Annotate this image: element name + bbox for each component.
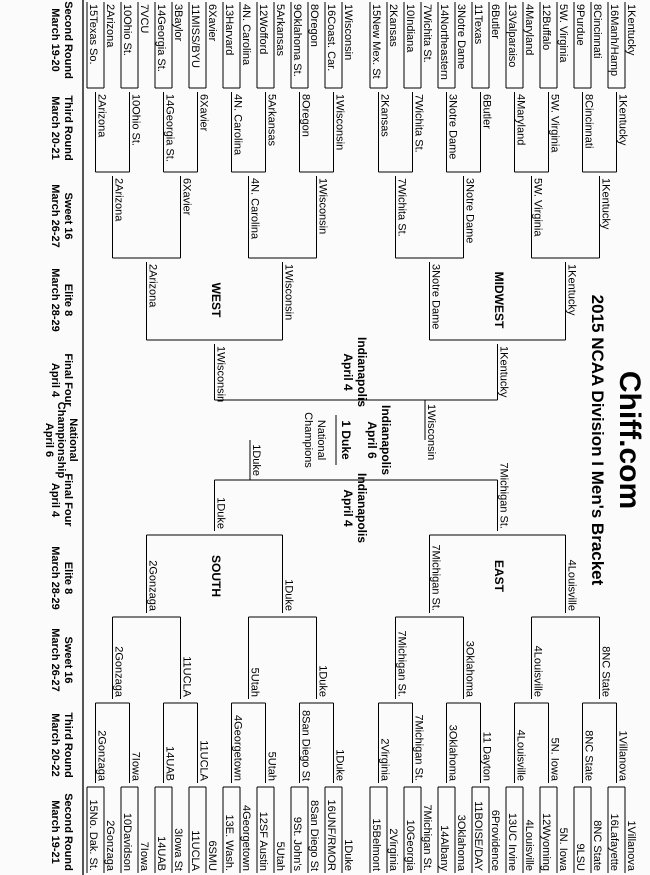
east-round1-team: 10Georgia (404, 819, 416, 871)
midwest-round1-team: 9Purdue (574, 4, 586, 46)
round-label: Third Round (62, 95, 74, 161)
south-round1-team: 15No. Dak. St. (87, 799, 99, 871)
round-label: Final Four (62, 353, 74, 407)
west-round1-team: 1Wisconsin (342, 4, 354, 61)
east-round2-team: 11 Dayton (480, 731, 493, 781)
midwest-round1-team: 15New Mex. St (370, 4, 382, 79)
east-round1-team: 4Louisville (523, 819, 535, 871)
champion-label: National (315, 419, 327, 461)
south-round5-team: 1Duke (214, 497, 227, 529)
page-title: 2015 NCAA Division I Men's Bracket (588, 294, 607, 586)
east-round2-team: 7Michigan St. (412, 714, 425, 781)
finalist-right: 1Duke (250, 444, 262, 476)
midwest-round3-team: 3Notre Dame (463, 178, 476, 244)
east-round1-team: 12Wyoming (540, 813, 552, 871)
midwest-round1-team: 3Notre Dame (455, 4, 467, 70)
south-round1-team: 2Gonzaga (104, 820, 116, 871)
east-round4-team: 4Louisville (565, 559, 578, 611)
midwest-round2-team: 6Butler (480, 94, 493, 129)
round-label: March 20-21 (49, 96, 61, 160)
semis-date-left: April 4 (341, 353, 355, 391)
west-round2-team: 6Xavier (197, 94, 210, 132)
east-round4-team: 7Michigan St. (429, 544, 442, 611)
south-round1-team: 12SF Austin (257, 811, 269, 871)
west-round2-team: 5Arkansas (265, 94, 278, 146)
round-label: Final Four (62, 473, 74, 527)
midwest-round1-team: 5W. Virginia (557, 4, 569, 63)
west-round1-team: 9Oklahoma St. (291, 4, 303, 77)
site-logo: Chiff.com (613, 370, 646, 510)
west-round5-team: 1Wisconsin (214, 346, 227, 403)
west-round2-team: 4N. Carolina (231, 94, 244, 156)
east-round1-team: 16Lafayette (608, 813, 620, 871)
semis-venue-right: Indianapolis (355, 472, 369, 544)
round-label: March 28-29 (49, 268, 61, 332)
west-round1-team: 14Georgia St. (155, 4, 167, 72)
midwest-round4-team: 1Kentucky (565, 264, 578, 316)
round-label: Sweet 16 (62, 192, 74, 240)
round-label: Second Round (62, 1, 74, 79)
midwest-round3-team: 5W. Virginia (531, 178, 544, 237)
region-label-south: SOUTH (209, 555, 223, 597)
east-round1-team: 6Providence (489, 809, 501, 871)
round-label: March 20-22 (49, 713, 61, 777)
west-round1-team: 3Baylor (172, 4, 184, 42)
east-round2-team: 2Virginia (378, 738, 391, 781)
final-date: April 6 (365, 421, 379, 459)
west-round1-team: 12Wofford (257, 4, 269, 55)
south-round2-team: 8San Diego St (299, 710, 312, 781)
midwest-round1-team: 2Kansas (387, 4, 399, 47)
midwest-round1-team: 4Maryland (523, 4, 535, 56)
west-round1-team: 8Oregon (308, 4, 320, 47)
west-round1-team: 5Arkansas (274, 4, 286, 56)
west-round4-team: 1Wisconsin (282, 264, 295, 321)
south-round2-team: 5Utah (265, 751, 278, 781)
round-label: March 26-27 (49, 184, 61, 248)
semis-venue-left: Indianapolis (355, 336, 369, 408)
west-round4-team: 2Arizona (146, 264, 159, 308)
midwest-round2-team: 5W. Virginia (548, 94, 561, 153)
midwest-round2-team: 8Cincinnati (582, 94, 595, 149)
champion-team: 1 Duke (339, 420, 353, 460)
east-round3-team: 8NC State (599, 646, 612, 697)
east-round2-team: 5N. Iowa (548, 737, 561, 781)
east-round1-team: 11BOISE/DAY (472, 801, 484, 871)
south-round2-team: 11UCLA (197, 740, 210, 781)
midwest-round1-team: 10Indiana (404, 4, 416, 53)
midwest-round2-team: 2Kansas (378, 94, 391, 137)
midwest-round2-team: 3Notre Dame (446, 94, 459, 160)
west-round2-team: 8Oregon (299, 94, 312, 137)
midwest-round1-team: 16Manh/Hamp (608, 4, 620, 77)
east-round2-team: 3Oklahoma (446, 724, 459, 781)
midwest-round4-team: 3Notre Dame (429, 264, 442, 330)
south-round3-team: 1Duke (316, 665, 329, 697)
west-round1-team: 11MISS/BYU (189, 4, 201, 68)
west-round2-team: 2Arizona (95, 94, 108, 138)
east-round1-team: 13UC Irvine (506, 812, 518, 871)
midwest-round1-team: 8Cincinnati (591, 4, 603, 59)
south-round1-team: 1Duke (342, 839, 354, 871)
round-label: Elite 8 (62, 283, 74, 317)
round-label: Championship (55, 401, 67, 479)
round-label: Elite 8 (62, 561, 74, 595)
champion-label: Champions (302, 412, 314, 468)
round-label: March 19-20 (49, 8, 61, 72)
east-round2-team: 1Villanova (616, 730, 629, 781)
south-round1-team: 11UCLA (189, 830, 201, 871)
west-round1-team: 7VCU (138, 4, 150, 34)
midwest-round1-team: 6Butler (489, 4, 501, 39)
south-round1-team: 9St. John's (291, 816, 303, 871)
east-round1-team: 2Virginia (387, 828, 399, 871)
round-label: March 19-21 (49, 800, 61, 864)
west-round3-team: 6Xavier (180, 178, 193, 216)
round-label: April 4 (49, 362, 61, 398)
south-round1-team: 10Davidson (121, 812, 133, 871)
east-round1-team: 14Albany (438, 825, 450, 871)
south-round1-team: 8San Diego St (308, 800, 320, 871)
south-round1-team: 5Utah (274, 841, 286, 871)
south-round1-team: 7Iowa (138, 841, 150, 871)
semis-date-right: April 4 (341, 489, 355, 527)
south-round2-team: 1Duke (333, 749, 346, 781)
south-round4-team: 2Gonzaga (146, 560, 159, 611)
midwest-round2-team: 4Maryland (514, 94, 527, 146)
west-round1-team: 6Xavier (206, 4, 218, 42)
west-round1-team: 10Ohio St. (121, 4, 133, 56)
midwest-round2-team: 7Wichita St. (412, 94, 425, 153)
south-round2-team: 4Georgetown (231, 714, 244, 781)
south-round3-team: 11UCLA (180, 656, 193, 697)
east-round1-team: 15Belmont (370, 818, 382, 871)
east-round3-team: 4Louisville (531, 645, 544, 697)
round-label: Third Round (62, 712, 74, 778)
west-round3-team: 2Arizona (112, 178, 125, 222)
midwest-round1-team: 7Wichita St. (421, 4, 433, 63)
west-round2-team: 10Ohio St. (129, 94, 142, 146)
west-round1-team: 4N. Carolina (240, 4, 252, 66)
region-label-east: EAST (492, 559, 506, 593)
midwest-round3-team: 7Wichita St. (395, 178, 408, 237)
midwest-round1-team: 14Northeastern (438, 4, 450, 80)
midwest-round1-team: 12Buffalo (540, 4, 552, 51)
west-round2-team: 1Wisconsin (333, 94, 346, 151)
east-round3-team: 7Michigan St. (395, 630, 408, 697)
round-label: March 28-29 (49, 546, 61, 610)
midwest-round2-team: 1Kentucky (616, 94, 629, 146)
midwest-round3-team: 1Kentucky (599, 178, 612, 230)
round-label: April 4 (49, 482, 61, 518)
final-venue: Indianapolis (379, 404, 393, 476)
round-label: April 6 (43, 422, 55, 458)
south-round1-team: 14UAB (155, 836, 167, 871)
west-round1-team: 15Texas So. (87, 4, 99, 65)
east-round2-team: 8NC State (582, 730, 595, 781)
east-round3-team: 3Oklahoma (463, 640, 476, 697)
round-label: March 26-27 (49, 628, 61, 692)
south-round1-team: 6SMU (206, 840, 218, 871)
south-round1-team: 4Georgetown (240, 804, 252, 871)
south-round1-team: 16UNF/RMOR (325, 799, 337, 871)
east-round1-team: 7Michigan St. (421, 804, 433, 871)
midwest-round1-team: 13Valparaiso (506, 4, 518, 68)
south-round1-team: 13E. Wash. (223, 814, 235, 871)
south-round2-team: 14UAB (163, 746, 176, 781)
midwest-round5-team: 1Kentucky (497, 346, 510, 398)
east-round2-team: 4Louisville (514, 729, 527, 781)
east-round1-team: 9LSU (574, 843, 586, 871)
south-round2-team: 7Iowa (129, 751, 142, 781)
round-label: Sweet 16 (62, 636, 74, 684)
south-round1-team: 3Iowa St (172, 828, 184, 871)
east-round1-team: 8NC State (591, 820, 603, 871)
midwest-round1-team: 1Kentucky (625, 4, 637, 56)
south-round3-team: 2Gonzaga (112, 646, 125, 697)
east-round5-team: 7Michigan St. (497, 462, 510, 529)
west-round1-team: 13Harvard (223, 4, 235, 56)
west-round1-team: 2Arizona (104, 4, 116, 48)
region-label-west: WEST (209, 282, 223, 318)
round-label: Second Round (62, 793, 74, 871)
west-round1-team: 16Coast. Car. (325, 4, 337, 72)
round-label: National (67, 418, 79, 462)
south-round2-team: 2Gonzaga (95, 730, 108, 781)
west-round3-team: 4N. Carolina (248, 178, 261, 240)
west-round2-team: 14Georgia St. (163, 94, 176, 162)
midwest-round1-team: 11Texas (472, 4, 484, 45)
finalist-left: 1Wisconsin (425, 404, 437, 461)
south-round3-team: 5Utah (248, 667, 261, 697)
east-round1-team: 1Villanova (625, 820, 637, 871)
south-round4-team: 1Duke (282, 579, 295, 611)
east-round1-team: 3Oklahoma (455, 814, 467, 871)
west-round3-team: 1Wisconsin (316, 178, 329, 235)
east-round1-team: 5N. Iowa (557, 827, 569, 871)
region-label-midwest: MIDWEST (492, 271, 506, 329)
